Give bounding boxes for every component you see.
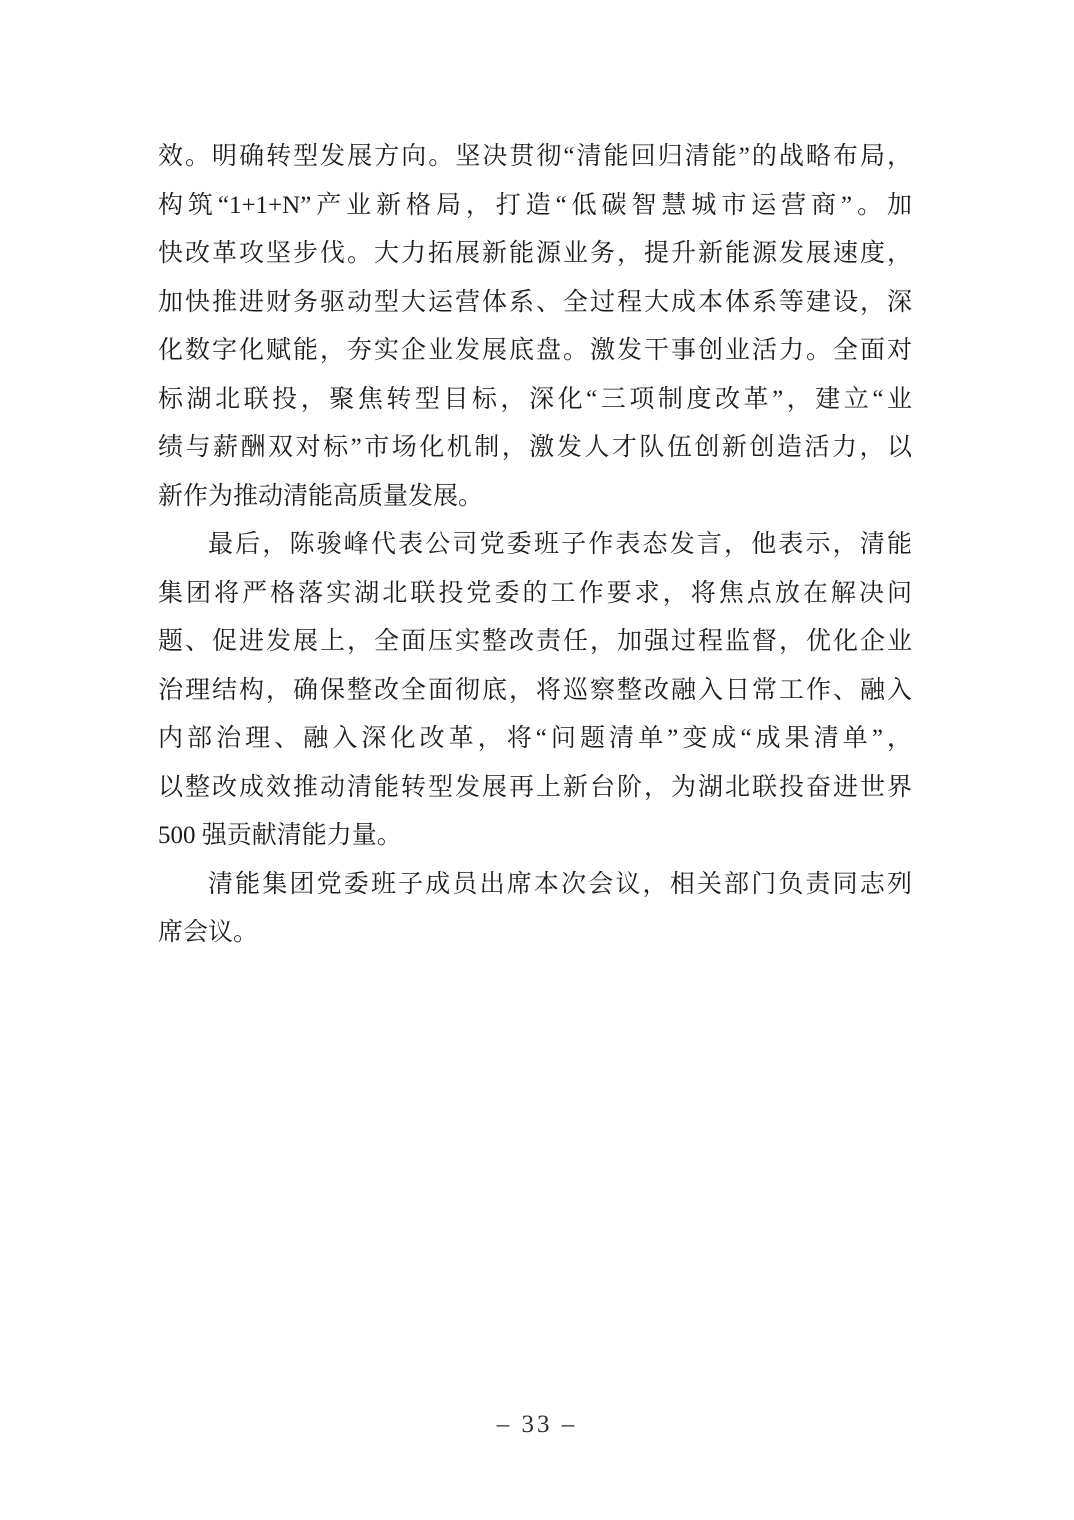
text-line: 化数字化赋能，夯实企业发展底盘。激发干事创业活力。全面对 — [158, 337, 912, 364]
text-line: 构筑“1+1+N”产业新格局，打造“低碳智慧城市运营商”。加 — [158, 191, 912, 219]
text-line: 效。明确转型发展方向。坚决贯彻“清能回归清能”的战略布局， — [158, 143, 912, 170]
text-line: 最后，陈骏峰代表公司党委班子作表态发言，他表示，清能 — [208, 531, 912, 558]
text-line: 题、促进发展上，全面压实整改责任，加强过程监督，优化企业 — [158, 628, 912, 655]
text-line: 治理结构，确保整改全面彻底，将巡察整改融入日常工作、融入 — [158, 676, 912, 704]
text-line: 清能集团党委班子成员出席本次会议，相关部门负责同志列 — [208, 870, 912, 898]
paragraph — [158, 133, 912, 521]
text-line: 加快推进财务驱动型大运营体系、全过程大成本体系等建设，深 — [158, 288, 912, 316]
text-line: 绩与薪酬双对标”市场化机制，激发人才队伍创新创造活力，以 — [158, 434, 912, 461]
document-body — [158, 133, 912, 958]
text-line: 集团将严格落实湖北联投党委的工作要求，将焦点放在解决问 — [158, 579, 912, 607]
text-line: 内部治理、融入深化改革，将“问题清单”变成“成果清单”， — [158, 725, 912, 752]
text-line: 500 强贡献清能力量。 — [158, 822, 402, 849]
text-line: 新作为推动清能高质量发展。 — [158, 482, 484, 510]
paragraph — [158, 521, 912, 861]
text-line: 快改革攻坚步伐。大力拓展新能源业务，提升新能源发展速度， — [158, 240, 912, 267]
page-number: – 33 – — [496, 1411, 578, 1438]
text-line: 席会议。 — [158, 919, 259, 946]
paragraph — [158, 861, 912, 958]
text-line: 以整改成效推动清能转型发展再上新台阶，为湖北联投奋进世界 — [158, 773, 912, 801]
text-line: 标湖北联投，聚焦转型目标，深化“三项制度改革”，建立“业 — [158, 385, 912, 413]
